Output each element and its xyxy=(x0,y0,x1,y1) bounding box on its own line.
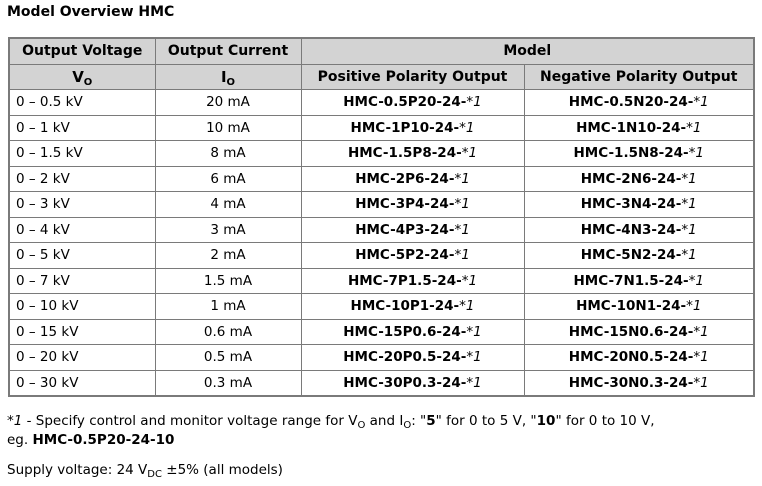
model-suffix: *1 xyxy=(466,323,482,340)
cell-output-current-text: 1 mA xyxy=(210,298,246,315)
footnote-text-3: : " xyxy=(411,413,427,429)
supply-voltage-note xyxy=(7,462,283,478)
cell-output-current-text: 4 mA xyxy=(210,196,246,213)
model-suffix: *1 xyxy=(681,196,697,213)
cell-output-current xyxy=(155,217,301,243)
cell-output-voltage-text: 0 – 20 kV xyxy=(16,349,79,366)
cell-output-current xyxy=(155,319,301,345)
cell-output-voltage xyxy=(9,192,155,218)
model-suffix: *1 xyxy=(466,349,482,366)
cell-output-voltage-text: 0 – 30 kV xyxy=(16,374,79,391)
cell-output-voltage-text: 0 – 1 kV xyxy=(16,119,70,136)
model-suffix: *1 xyxy=(681,221,697,238)
header-row-1 xyxy=(9,38,754,64)
cell-positive-model-text: HMC-20P0.5-24- xyxy=(343,349,467,366)
cell-output-current xyxy=(155,268,301,294)
header-positive-polarity: Positive Polarity Output xyxy=(301,64,524,90)
model-table xyxy=(8,37,755,397)
model-suffix: *1 xyxy=(681,170,697,187)
cell-output-current-text: 2 mA xyxy=(210,247,246,264)
cell-output-voltage xyxy=(9,345,155,371)
model-suffix: *1 xyxy=(693,349,709,366)
cell-output-current-text: 20 mA xyxy=(206,94,250,111)
footnote-v-sub: O xyxy=(357,420,366,431)
cell-negative-model-text: HMC-7N1.5-24- xyxy=(573,272,689,289)
footnote-option-5: 5 xyxy=(426,413,436,429)
cell-positive-model-text: HMC-5P2-24- xyxy=(355,247,455,264)
table-row xyxy=(9,243,754,269)
cell-output-voltage xyxy=(9,294,155,320)
cell-positive-model xyxy=(301,115,524,141)
cell-negative-model-text: HMC-20N0.5-24- xyxy=(568,349,694,366)
table-row xyxy=(9,141,754,167)
cell-output-voltage xyxy=(9,268,155,294)
table-row xyxy=(9,319,754,345)
footnote-example-model: HMC-0.5P20-24-10 xyxy=(32,432,175,448)
cell-output-voltage xyxy=(9,370,155,396)
cell-output-voltage-text: 0 – 5 kV xyxy=(16,247,70,264)
model-suffix: *1 xyxy=(466,374,482,391)
cell-output-current-text: 0.5 mA xyxy=(203,349,253,366)
cell-output-current-text: 3 mA xyxy=(210,221,246,238)
header-current-symbol xyxy=(155,64,301,90)
cell-negative-model-text: HMC-1N10-24- xyxy=(576,119,687,136)
cell-positive-model-text: HMC-0.5P20-24- xyxy=(343,94,467,111)
cell-output-current xyxy=(155,345,301,371)
voltage-symbol-sub: O xyxy=(83,76,93,88)
model-suffix: *1 xyxy=(454,221,470,238)
cell-output-current xyxy=(155,192,301,218)
cell-output-voltage xyxy=(9,217,155,243)
model-suffix: *1 xyxy=(681,247,697,264)
model-suffix: *1 xyxy=(461,272,478,289)
cell-output-voltage-text: 0 – 2 kV xyxy=(16,170,70,187)
cell-output-voltage xyxy=(9,115,155,141)
cell-negative-model xyxy=(524,268,754,294)
cell-negative-model xyxy=(524,141,754,167)
cell-output-voltage xyxy=(9,319,155,345)
cell-output-current xyxy=(155,370,301,396)
cell-negative-model-text: HMC-5N2-24- xyxy=(580,247,682,264)
cell-output-current-text: 1.5 mA xyxy=(203,272,253,289)
cell-negative-model xyxy=(524,217,754,243)
footnote-option-10: 10 xyxy=(536,413,556,429)
cell-output-voltage-text: 0 – 3 kV xyxy=(16,196,70,213)
header-model: Model xyxy=(301,38,754,64)
cell-negative-model-text: HMC-2N6-24- xyxy=(580,170,682,187)
footnote-line-2 xyxy=(7,431,655,450)
cell-positive-model xyxy=(301,319,524,345)
current-symbol: I xyxy=(220,67,227,86)
cell-negative-model-text: HMC-3N4-24- xyxy=(580,196,682,213)
cell-positive-model-text: HMC-7P1.5-24- xyxy=(347,272,462,289)
cell-output-current-text: 0.3 mA xyxy=(203,374,253,391)
cell-output-current-text: 10 mA xyxy=(206,119,250,136)
model-suffix: *1 xyxy=(454,170,470,187)
current-symbol-sub: O xyxy=(226,76,236,88)
page-title: Model Overview HMC xyxy=(7,4,175,20)
model-suffix: *1 xyxy=(454,196,470,213)
table-row xyxy=(9,115,754,141)
cell-negative-model xyxy=(524,370,754,396)
cell-output-current-text: 0.6 mA xyxy=(203,323,253,340)
cell-negative-model-text: HMC-0.5N20-24- xyxy=(568,94,694,111)
cell-positive-model xyxy=(301,192,524,218)
cell-positive-model xyxy=(301,243,524,269)
model-suffix: *1 xyxy=(459,298,475,315)
header-voltage-symbol xyxy=(9,64,155,90)
cell-positive-model-text: HMC-15P0.6-24- xyxy=(343,323,467,340)
cell-output-voltage xyxy=(9,90,155,116)
cell-positive-model xyxy=(301,90,524,116)
model-suffix: *1 xyxy=(693,374,709,391)
model-suffix: *1 xyxy=(693,323,709,340)
footnote-text-4: " for 0 to 5 V, " xyxy=(435,413,537,429)
cell-positive-model xyxy=(301,141,524,167)
cell-positive-model xyxy=(301,294,524,320)
cell-output-current xyxy=(155,90,301,116)
cell-negative-model xyxy=(524,319,754,345)
cell-output-voltage-text: 0 – 4 kV xyxy=(16,221,70,238)
footnote-text-5: " for 0 to 10 V, xyxy=(555,413,655,429)
header-negative-polarity: Negative Polarity Output xyxy=(524,64,754,90)
cell-output-voltage-text: 0 – 10 kV xyxy=(16,298,79,315)
supply-text-2: ±5% (all models) xyxy=(161,462,283,478)
model-suffix: *1 xyxy=(688,145,704,162)
table-row xyxy=(9,370,754,396)
model-suffix: *1 xyxy=(686,298,702,315)
table-row xyxy=(9,192,754,218)
footnote-text-2: and I xyxy=(365,413,404,429)
cell-output-voltage xyxy=(9,141,155,167)
table-body xyxy=(9,90,754,397)
cell-positive-model xyxy=(301,217,524,243)
cell-negative-model xyxy=(524,243,754,269)
model-suffix: *1 xyxy=(693,94,709,111)
supply-text-1: Supply voltage: 24 V xyxy=(7,462,148,478)
cell-output-current xyxy=(155,243,301,269)
cell-negative-model-text: HMC-15N0.6-24- xyxy=(568,323,694,340)
cell-negative-model xyxy=(524,192,754,218)
cell-output-current xyxy=(155,115,301,141)
cell-positive-model-text: HMC-10P1-24- xyxy=(350,298,460,315)
footnote xyxy=(7,412,655,450)
model-suffix: *1 xyxy=(688,272,704,289)
supply-sub: DC xyxy=(147,469,162,480)
cell-positive-model xyxy=(301,268,524,294)
cell-output-voltage xyxy=(9,243,155,269)
cell-positive-model-text: HMC-1P10-24- xyxy=(350,119,460,136)
model-suffix: *1 xyxy=(461,145,478,162)
cell-output-voltage-text: 0 – 0.5 kV xyxy=(16,94,83,111)
table-row xyxy=(9,268,754,294)
cell-output-current xyxy=(155,294,301,320)
cell-negative-model-text: HMC-1.5N8-24- xyxy=(573,145,689,162)
cell-positive-model xyxy=(301,345,524,371)
cell-output-current xyxy=(155,141,301,167)
cell-negative-model xyxy=(524,294,754,320)
cell-negative-model-text: HMC-30N0.3-24- xyxy=(568,374,694,391)
cell-positive-model-text: HMC-1.5P8-24- xyxy=(347,145,462,162)
cell-positive-model-text: HMC-4P3-24- xyxy=(355,221,455,238)
table-row xyxy=(9,166,754,192)
cell-negative-model xyxy=(524,166,754,192)
cell-negative-model-text: HMC-4N3-24- xyxy=(580,221,682,238)
footnote-line-1 xyxy=(7,412,655,431)
cell-positive-model xyxy=(301,166,524,192)
header-row-2 xyxy=(9,64,754,90)
cell-output-voltage xyxy=(9,166,155,192)
cell-positive-model-text: HMC-2P6-24- xyxy=(355,170,455,187)
table-row xyxy=(9,345,754,371)
voltage-symbol: V xyxy=(72,67,84,86)
footnote-text-1: - Specify control and monitor voltage range for V xyxy=(22,413,358,429)
cell-negative-model-text: HMC-10N1-24- xyxy=(576,298,687,315)
footnote-i-sub: O xyxy=(403,420,412,431)
cell-output-voltage-text: 0 – 1.5 kV xyxy=(16,145,83,162)
footnote-marker: *1 xyxy=(7,413,23,429)
table-row xyxy=(9,217,754,243)
cell-negative-model xyxy=(524,90,754,116)
cell-output-current-text: 8 mA xyxy=(210,145,246,162)
cell-positive-model xyxy=(301,370,524,396)
header-output-current: Output Current xyxy=(155,38,301,64)
cell-output-voltage-text: 0 – 7 kV xyxy=(16,272,70,289)
cell-negative-model xyxy=(524,115,754,141)
cell-positive-model-text: HMC-30P0.3-24- xyxy=(343,374,467,391)
cell-output-current xyxy=(155,166,301,192)
cell-output-current-text: 6 mA xyxy=(210,170,246,187)
table-row xyxy=(9,90,754,116)
header-output-voltage: Output Voltage xyxy=(9,38,155,64)
model-suffix: *1 xyxy=(459,119,475,136)
cell-negative-model xyxy=(524,345,754,371)
model-suffix: *1 xyxy=(466,94,482,111)
table-row xyxy=(9,294,754,320)
footnote-example-label: eg. xyxy=(7,432,33,448)
model-suffix: *1 xyxy=(686,119,702,136)
cell-output-voltage-text: 0 – 15 kV xyxy=(16,323,79,340)
cell-positive-model-text: HMC-3P4-24- xyxy=(355,196,455,213)
model-suffix: *1 xyxy=(454,247,470,264)
